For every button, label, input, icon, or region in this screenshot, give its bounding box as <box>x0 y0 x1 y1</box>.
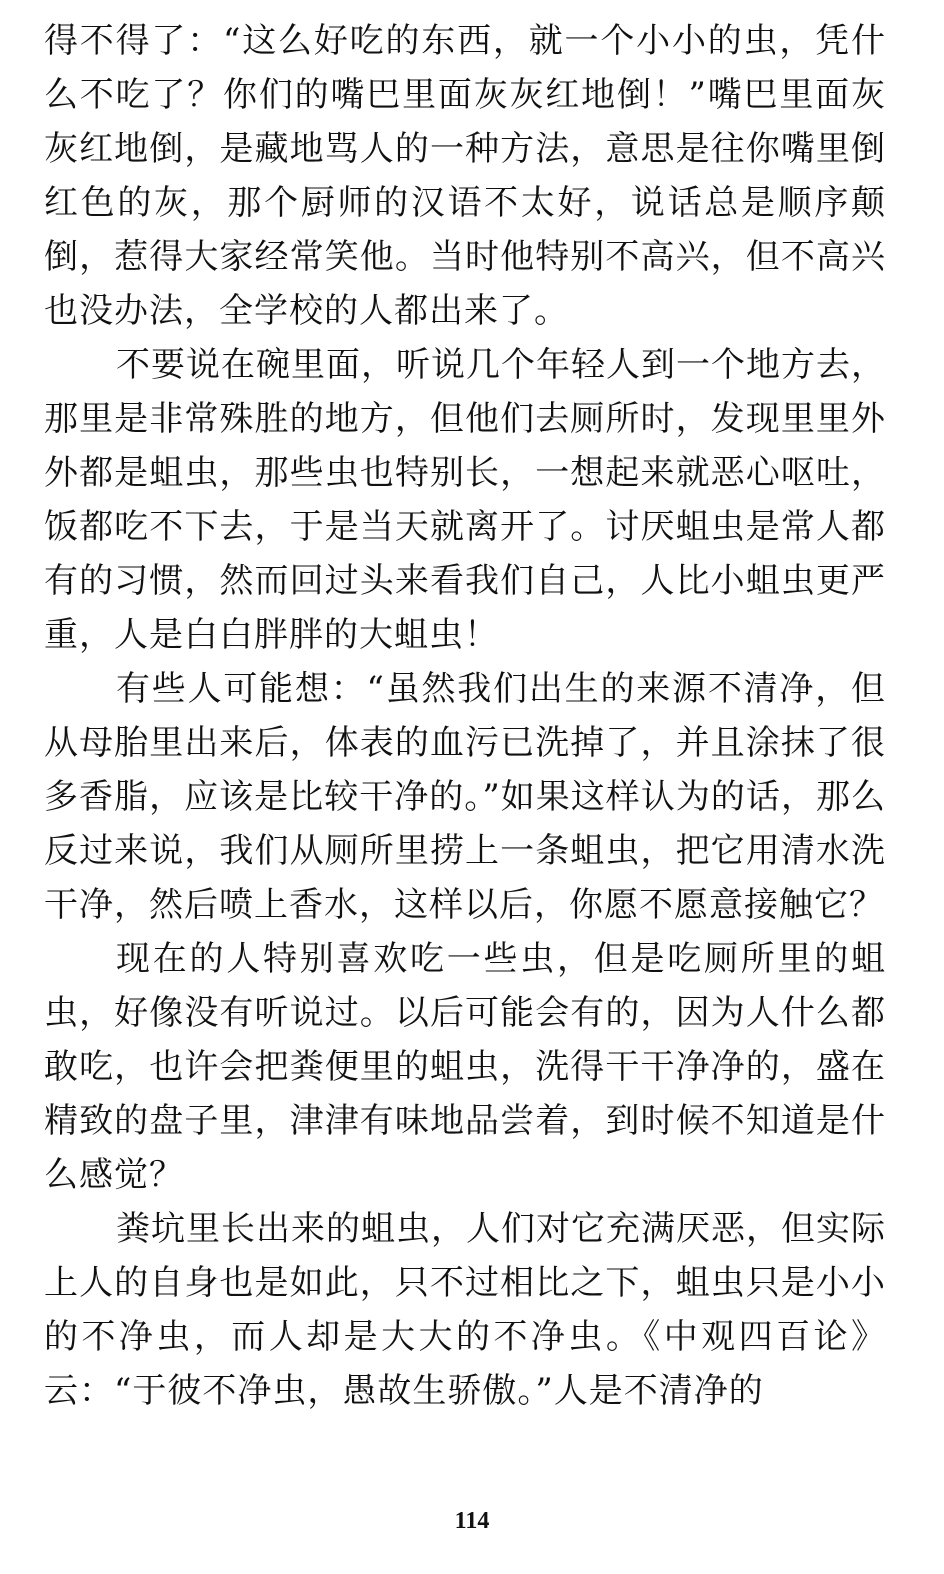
paragraph-2: 不要说在碗里面，听说几个年轻人到一个地方去，那里是非常殊胜的地方，但他们去厕所时，发现里里外外都是蛆虫，那些虫也特别长，一想起来就恶心呕吐，饭都吃不下去，于是当天就离开了。讨厌蛆虫是常人都有的习惯，然而回过头来看我们自己，人比小蛆虫更严重，人是白白胖胖的大蛆虫！ <box>44 345 886 655</box>
paragraph-1: 得不得了：“这么好吃的东西，就一个小小的虫，凭什么不吃了？你们的嘴巴里面灰灰红地倒！”嘴巴里面灰灰红地倒，是藏地骂人的一种方法，意思是往你嘴里倒红色的灰，那个厨师的汉语不太好，说话总是顺序颠倒，惹得大家经常笑他。当时他特别不高兴，但不高兴也没办法，全学校的人都出来了。 <box>44 21 886 331</box>
paragraph-5: 粪坑里长出来的蛆虫，人们对它充满厌恶，但实际上人的自身也是如此，只不过相比之下，蛆虫只是小小的不净虫，而人却是大大的不净虫。《中观四百论》云：“于彼不净虫，愚故生骄傲。”人是不清净的 <box>44 1209 886 1411</box>
page-body <box>44 14 886 1418</box>
paragraph-3: 有些人可能想：“虽然我们出生的来源不清净，但从母胎里出来后，体表的血污已洗掉了，并且涂抹了很多香脂，应该是比较干净的。”如果这样认为的话，那么反过来说，我们从厕所里捞上一条蛆虫，把它用清水洗干净，然后喷上香水，这样以后，你愿不愿意接触它？ <box>44 669 886 925</box>
paragraph-4: 现在的人特别喜欢吃一些虫，但是吃厕所里的蛆虫，好像没有听说过。以后可能会有的，因为人什么都敢吃，也许会把粪便里的蛆虫，洗得干干净净的，盛在精致的盘子里，津津有味地品尝着，到时候不知道是什么感觉？ <box>44 939 886 1195</box>
page-number: 114 <box>454 1508 490 1534</box>
